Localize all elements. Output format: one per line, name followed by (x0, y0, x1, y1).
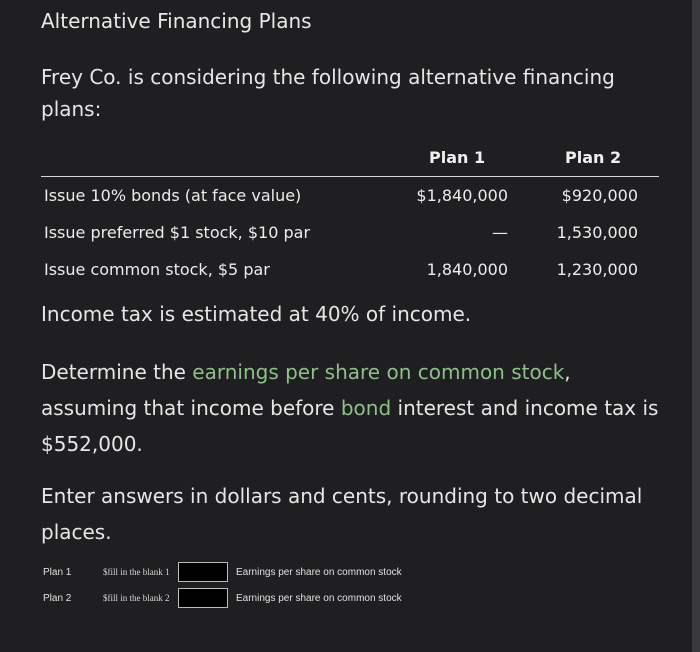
fill-blank-label: $fill in the blank 2 (103, 593, 170, 603)
row-plan1-value: $1,840,000 (416, 186, 508, 205)
row-label: Issue preferred $1 stock, $10 par (44, 223, 311, 242)
row-label: Issue 10% bonds (at face value) (44, 186, 302, 205)
row-plan1-value: — (492, 223, 508, 242)
instructions-text: Enter answers in dollars and cents, rounding to two decimal places. (41, 484, 643, 544)
row-plan2-value: 1,230,000 (556, 260, 638, 279)
answer-plan-label: Plan 1 (43, 567, 72, 578)
row-plan2-value: $920,000 (561, 186, 638, 205)
table-header (41, 140, 659, 177)
question-text (41, 354, 661, 462)
answer-description: Earnings per share on common stock (236, 593, 402, 604)
answer-input-plan-1[interactable] (178, 562, 228, 582)
page-title: Alternative Financing Plans (41, 9, 312, 33)
answer-description: Earnings per share on common stock (236, 567, 402, 578)
fill-blank-label: $fill in the blank 1 (103, 567, 170, 577)
eps-term-link[interactable]: earnings per share on common stock (192, 360, 565, 384)
bond-term-link[interactable]: bond (340, 396, 392, 420)
tax-note: Income tax is estimated at 40% of income. (41, 302, 472, 326)
question-part-1: Determine the (41, 360, 193, 384)
question-part-2: , assuming that income before (41, 360, 571, 420)
row-plan1-value: 1,840,000 (426, 260, 508, 279)
table-row (41, 214, 659, 251)
table-row (41, 251, 659, 288)
answer-input-plan-2[interactable] (178, 588, 228, 608)
header-plan-1: Plan 1 (429, 148, 486, 167)
table-row (41, 177, 659, 214)
right-edge-strip (692, 0, 700, 652)
intro-text: Frey Co. is considering the following alternative financing plans: (41, 65, 615, 121)
financing-table (41, 140, 659, 288)
answer-plan-label: Plan 2 (43, 593, 72, 604)
row-label: Issue common stock, $5 par (44, 260, 270, 279)
row-plan2-value: 1,530,000 (556, 223, 638, 242)
header-plan-2: Plan 2 (565, 148, 622, 167)
question-part-3: interest and income tax is $552,000. (41, 396, 659, 456)
